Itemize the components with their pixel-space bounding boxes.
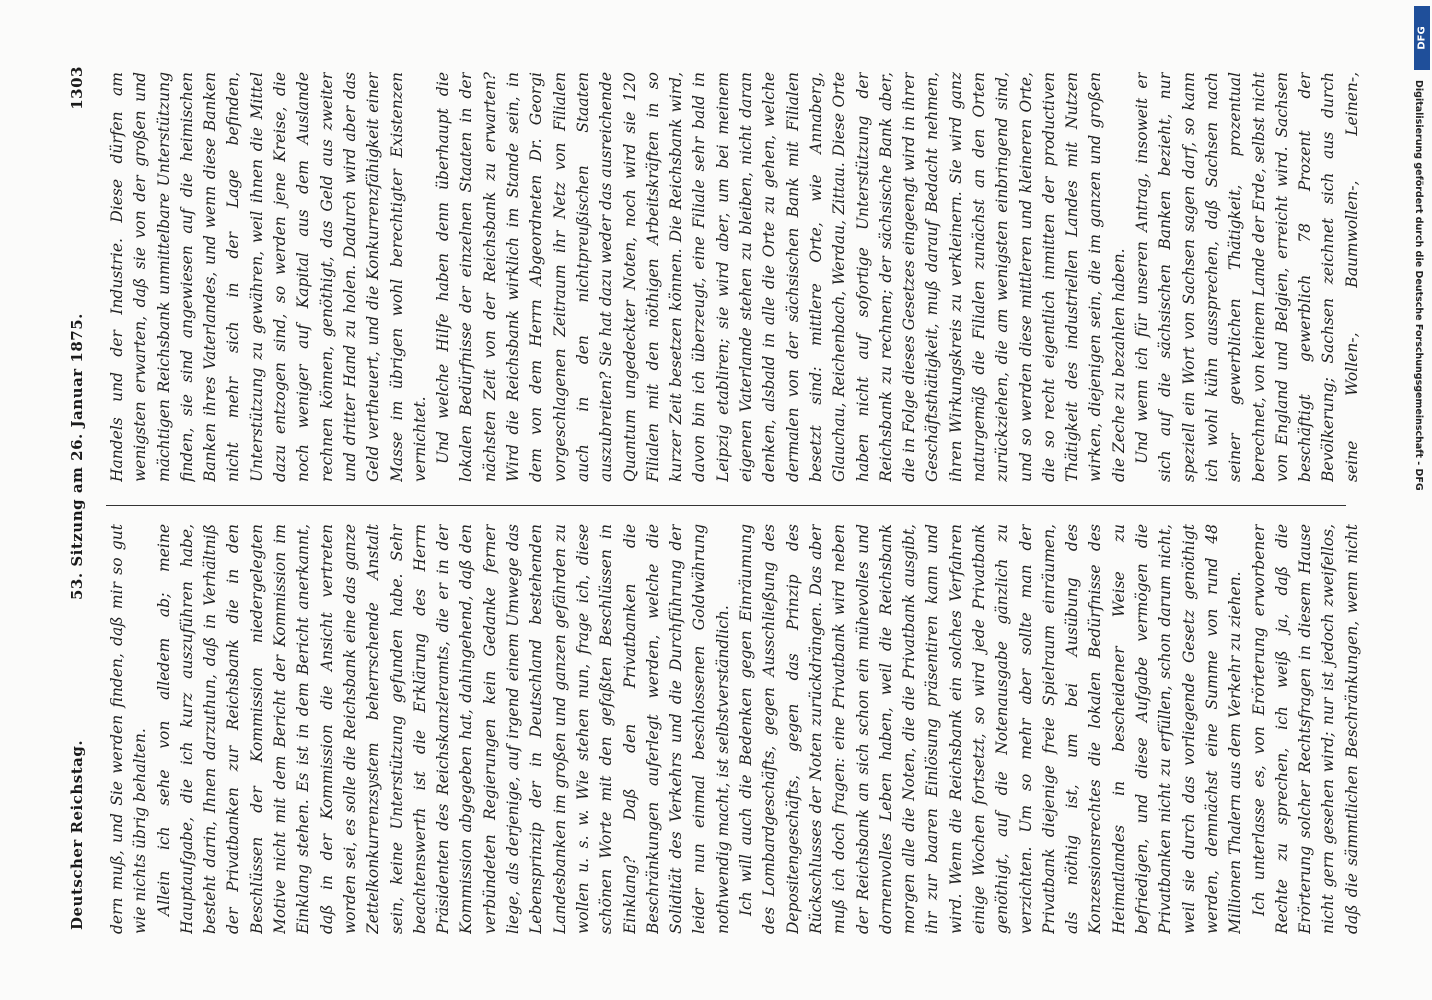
header-page-number: 1303 — [68, 66, 86, 110]
paragraph: Und wenn ich für unseren Antrag, insoweit er sich auf die sächsischen Banken bezieht, nur speziell ein Wort von Sachsen sagen darf, so kann ich wohl kühn aussprechen, daß Sachsen nach seiner gewerblichen Thätigkeit, prozentual berechnet, von keinem Lande der Erde, selbst nicht von England und Belgien, erreicht wird. Sachsen beschäftigt gewerblich 78 Prozent der Bevölkerung; Sachsen zeichnet sich aus durch seine Wollen-, Baumwollen-, Leinen-, — [1133, 72, 1361, 482]
digitization-credit-text: Digitalisierung gefördert durch die Deutsche Forschungsgemeinschaft - DFG — [1413, 80, 1424, 491]
paragraph: Und welche Hilfe haben denn überhaupt die lokalen Bedürfnisse der einzelnen Staaten in der nächsten Zeit von der Reichsbank zu erwarten? Wird die Reichsbank wirklich im Stande sein, in dem von dem Herrn Abgeordneten Dr. Georgi vorgeschlagenen Zeitraum ihr Netz von Filialen auch in den nichtpreußischen Staaten auszubreiten? Sie hat dazu weder das ausreichende Quantum ungedeckter Noten, noch wird sie 120 Filialen mit den nöthigen Arbeitskräften in so kurzer Zeit besetzen können. Die Reichsbank wird, davon bin ich überzeugt, eine Filiale sehr bald in Leipzig etabliren; sie wird aber, um bei meinem eigenen Vaterlande stehen zu bleiben, nicht daran denken, alsbald in alle die Orte zu gehen, welche dermalen von der sächsischen Bank mit Filialen besetzt sind: mittlere Orte, wie Annaberg, Glauchau, Reichenbach, Werdau, Zittau. Diese Orte haben nicht auf sofortige Unterstützung der Reichsbank zu rechnen; der sächsische Bank aber, die in Folge dieses Gesetzes eingeengt wird in ihrer Geschäftsthätigkeit, muß darauf Bedacht nehmen, ihren Wirkungskreis zu verkleinern. Sie wird ganz naturgemäß die Filialen zunächst an den Orten zurückziehen, die am wenigsten einbringend sind, und so werden diese mittleren und kleineren Orte, die so recht eigentlich inmitten der productiven Thätigkeit des industriellen Landes mit Nutzen wirken, diejenigen sein, die im ganzen und großen die Zeche zu bezahlen haben. — [434, 72, 1128, 482]
paragraph: dern muß, und Sie werden finden, daß mir so gut wie nichts übrig behalten. — [108, 524, 150, 934]
paragraph: Allein ich sehe von alledem ab; meine Hauptaufgabe, die ich kurz auszuführen habe, besteht darin, Ihnen darzuthun, daß in Verhältniß der Privatbanken zur Reichsbank die in den Beschlüssen der Kommission niedergelegten Motive nicht mit dem Bericht der Kommission im Einklang stehen. Es ist in dem Bericht anerkannt, daß in der Kommission die Ansicht vertreten worden sei, es solle die Reichsbank eine das ganze Zettelkonkurrenzsystem beherrschende Anstalt sein, keine Unterstützung gefunden habe. Sehr beachtenswerth ist die Erklärung des Herrn Präsidenten des Reichskanzleramts, die er in der Kommission abgegeben hat, dahingehend, daß den verbündeten Regierungen kein Gedanke ferner liege, als derjenige, auf irgend einem Umwege das Lebensprinzip der in Deutschland bestehenden Landesbanken im großen und ganzen gefährden zu wollen u. s. w. Wie stehen nun, frage ich, diese schönen Worte mit den gefaßten Beschlüssen in Einklang? Daß den Privatbanken die Beschränkungen auferlegt werden, welche die Solidität des Verkehrs und die Durchführung der leider nun einmal beschlossenen Goldwährung nothwendig macht, ist selbstverständlich. — [154, 524, 732, 934]
header-session: 53. Sitzung am 26. Januar 1875. — [68, 313, 86, 600]
text-column-left — [106, 524, 1366, 934]
newspaper-page — [60, 60, 1390, 940]
page-header — [60, 60, 96, 940]
dfg-logo — [1414, 6, 1430, 70]
rotated-page-content — [60, 60, 1390, 940]
paragraph: Ich will auch die Bedenken gegen Einräumung des Lombardgeschäfts, gegen Ausschließung des Depositengeschäfts, gegen das Prinzip des Rückschlusses der Noten zurückdrängen. Das aber muß ich doch fragen: eine Privatbank wird neben der Reichsbank an sich schon ein mühevolles und dornenvolles Leben haben, weil die Reichsbank morgen alle die Noten, die die Privatbank ausgibt, ihr zur baaren Einlösung präsentiren kann und wird. Wenn die Reichsbank ein solches Verfahren einige Wochen fortsetzt, so wird jede Privatbank genöthigt, auf die Notenausgabe gänzlich zu verzichten. Um so mehr aber sollte man der Privatbank diejenige freie Spielraum einräumen, als nöthig ist, um bei Ausübung des Konzessionsrechtes die lokalen Bedürfnisse des Heimatlandes in bescheidener Weise zu befriedigen, und diese Aufgabe vermögen die Privatbanken nicht zu erfüllen, schon darum nicht, weil sie durch das vorliegende Gesetz genöthigt werden, demnächst eine Summe von rund 48 Millionen Thalern aus dem Verkehr zu ziehen. — [737, 524, 1245, 934]
header-publication: Deutscher Reichstag. — [68, 739, 86, 930]
paragraph: Ich unterlasse es, von Erörterung erworbener Rechte zu sprechen, ich weiß ja, daß die Erörterung solcher Rechtsfragen in diesem Hause nicht gern gesehen wird; nur ist jedoch zweifellos, daß die sämmtlichen Beschränkungen, wenn nicht — [1249, 524, 1361, 934]
paragraph: Handels und der Industrie. Diese dürfen am wenigsten erwarten, daß sie von der großen und mächtigen Reichsbank unmittelbare Unterstützung finden, sie sind angewiesen auf die heimischen Banken ihres Vaterlandes, und wenn diese Banken nicht mehr sich in der Lage befinden, Unterstützung zu gewähren, weil ihnen die Mittel dazu entzogen sind, so werden jene Kreise, die noch weniger auf Kapital aus dem Auslande rechnen können, genöthigt, das Geld aus zweiter und dritter Hand zu holen. Dadurch wird aber das Geld vertheuert, und die Konkurrenzfähigkeit einer Masse im übrigen wohl berechtigter Existenzen vernichtet. — [108, 72, 429, 482]
column-divider — [106, 505, 1346, 506]
digitization-credit — [1413, 80, 1425, 491]
dfg-logo-text: DFG — [1416, 26, 1428, 50]
text-column-right — [106, 72, 1366, 482]
